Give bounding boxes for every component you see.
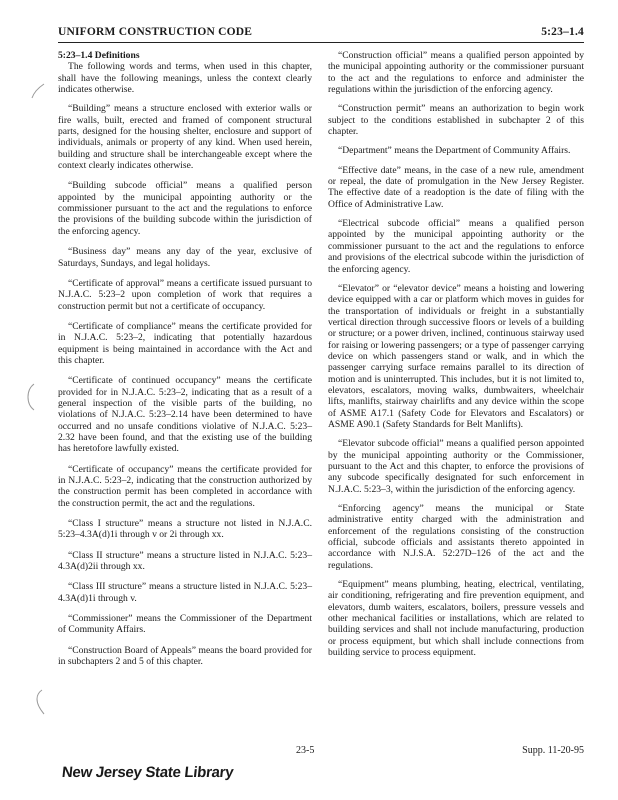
right-column <box>328 50 584 667</box>
definition-enforcing-agency: “Enforcing agency” means the municipal or State administrative entity charged with the administration and enforcement of the regulations consisting of the construction official, subcode officials and assistants thereto appointed in accordance with N.J.S.A. 52:27D–126 of the act and the regulations. <box>328 503 584 571</box>
definition-building: “Building” means a structure enclosed with exterior walls or fire walls, built, erected and framed of component structural parts, designed for the housing shelter, enclosure and support of individuals, animals or property of any kind. When used herein, building and structure shall be interchangeable except where the context clearly indicates otherwise. <box>58 103 312 172</box>
definition-construction-official: “Construction official” means a qualified person appointed by the municipal appointing authority or the commissioner pursuant to the act and the regulations to enforce and administer the regulations within the jurisdiction of the enforcing agency. <box>328 50 584 96</box>
definition-effective-date: “Effective date” means, in the case of a new rule, amendment or repeal, the date of promulgation in the New Jersey Register. The effective date of a readoption is the date of filing with the Office of Administrative Law. <box>328 164 584 210</box>
header-section-number: 5:23–1.4 <box>541 26 584 38</box>
library-stamp: New Jersey State Library <box>61 764 235 781</box>
definition-certificate-of-continued-occupancy: “Certificate of continued occupancy” means the certificate provided for in N.J.A.C. 5:23–2, indicating that as a result of a general inspection of the visible parts of the building, no violations of N.J.A.C. 5:23–2.14 have been determined to have occurred and no unsafe conditions violative of N.J.A.C. 5:23–2.32 have been found, and that the existing use of the building has heretofore lawfully existed. <box>58 375 312 455</box>
definition-building-subcode-official: “Building subcode official” means a qualified person appointed by the municipal appointing authority or the commissioner pursuant to the act and the regulations to enforce the provisions of the building subcode within the jurisdiction of the enforcing agency. <box>58 180 312 237</box>
running-header <box>58 26 584 43</box>
definition-class-i-structure: “Class I structure” means a structure not listed in N.J.A.C. 5:23–4.3A(d)1i through v or 2i through xx. <box>58 518 312 541</box>
page-number: 23-5 <box>296 745 315 756</box>
binder-mark-icon <box>30 82 46 100</box>
definition-elevator-subcode-official: “Elevator subcode official” means a qualified person appointed by the municipal appointing authority or the Commissioner, pursuant to the Act and this chapter, to enforce the provisions of any subcode specifically designated for such enforcement in N.J.A.C. 5:23–3, within the jurisdiction of the enforcing agency. <box>328 438 584 495</box>
definition-certificate-of-compliance: “Certificate of compliance” means the certificate provided for in N.J.A.C. 5:23–2, indicating that potentially hazardous equipment is being maintained in accordance with the Act and this chapter. <box>58 320 312 366</box>
definition-construction-board-of-appeals: “Construction Board of Appeals” means the board provided for in subchapters 2 and 5 of this chapter. <box>58 644 312 668</box>
left-column <box>58 50 312 676</box>
definition-electrical-subcode-official: “Electrical subcode official” means a qualified person appointed by the municipal appointing authority or the commissioner pursuant to the act and the regulations to enforce and provisions of the electrical subcode within the jurisdiction of the enforcing agency. <box>328 218 584 275</box>
supplement-date: Supp. 11-20-95 <box>522 745 584 756</box>
definition-certificate-of-approval: “Certificate of approval” means a certificate issued pursuant to N.J.A.C. 5:23–2 upon completion of work that requires a construction permit but not a certificate of occupancy. <box>58 277 312 312</box>
binder-mark-icon <box>30 688 46 716</box>
definition-commissioner: “Commissioner” means the Commissioner of the Department of Community Affairs. <box>58 613 312 636</box>
definition-certificate-of-occupancy: “Certificate of occupancy” means the certificate provided for in N.J.A.C. 5:23–2, indicating that the construction authorized by the construction permit has been completed in accordance with the construction permit, the act and the regulations. <box>58 463 312 509</box>
definition-class-iii-structure: “Class III structure” means a structure listed in N.J.A.C. 5:23–4.3A(d)1i through v. <box>58 581 312 604</box>
definition-elevator: “Elevator” or “elevator device” means a hoisting and lowering device equipped with a car or platform which moves in guides for the transportation of individuals or freight in a substantially vertical direction through successive floors or levels of a building or structure; or a power driven, inclined, continuous stairway used for raising or lowering passengers; or a type of passenger carrying device on which passengers stand or walk, and in which the passenger carrying surface remains parallel to its direction of motion and is uninterrupted. This includes, but it is not limited to, elevators, escalators, moving walks, dumbwaiters, wheelchair lifts, manlifts, stairway chairlifts and any device within the scope of ASME A17.1 (Safety Code for Elevators and Escalators) or ASME A90.1 (Safety Standards for Belt Manlifts). <box>328 282 584 430</box>
section-title: 5:23–1.4 Definitions <box>58 50 140 61</box>
header-title: UNIFORM CONSTRUCTION CODE <box>58 26 253 38</box>
binder-mark-icon <box>22 382 38 412</box>
definition-equipment: “Equipment” means plumbing, heating, electrical, ventilating, air conditioning, refrigerating and fire prevention equipment, and elevators, dumb waiters, escalators, boilers, pressure vessels and other mechanical facilities or installations, which are related to building services and shall not include manufacturing, production or process equipment, but which shall include connections from building service to process equipment. <box>328 579 584 659</box>
definition-construction-permit: “Construction permit” means an authorization to begin work subject to the conditions established in subchapter 2 of this chapter. <box>328 103 584 138</box>
intro-paragraph: The following words and terms, when used in this chapter, shall have the following meanings, unless the context clearly indicates otherwise. <box>58 61 312 96</box>
definition-class-ii-structure: “Class II structure” means a structure listed in N.J.A.C. 5:23–4.3A(d)2ii through xx. <box>58 549 312 573</box>
definition-business-day: “Business day” means any day of the year, exclusive of Saturdays, Sundays, and legal holidays. <box>58 246 312 269</box>
definition-department: “Department” means the Department of Community Affairs. <box>338 145 571 157</box>
